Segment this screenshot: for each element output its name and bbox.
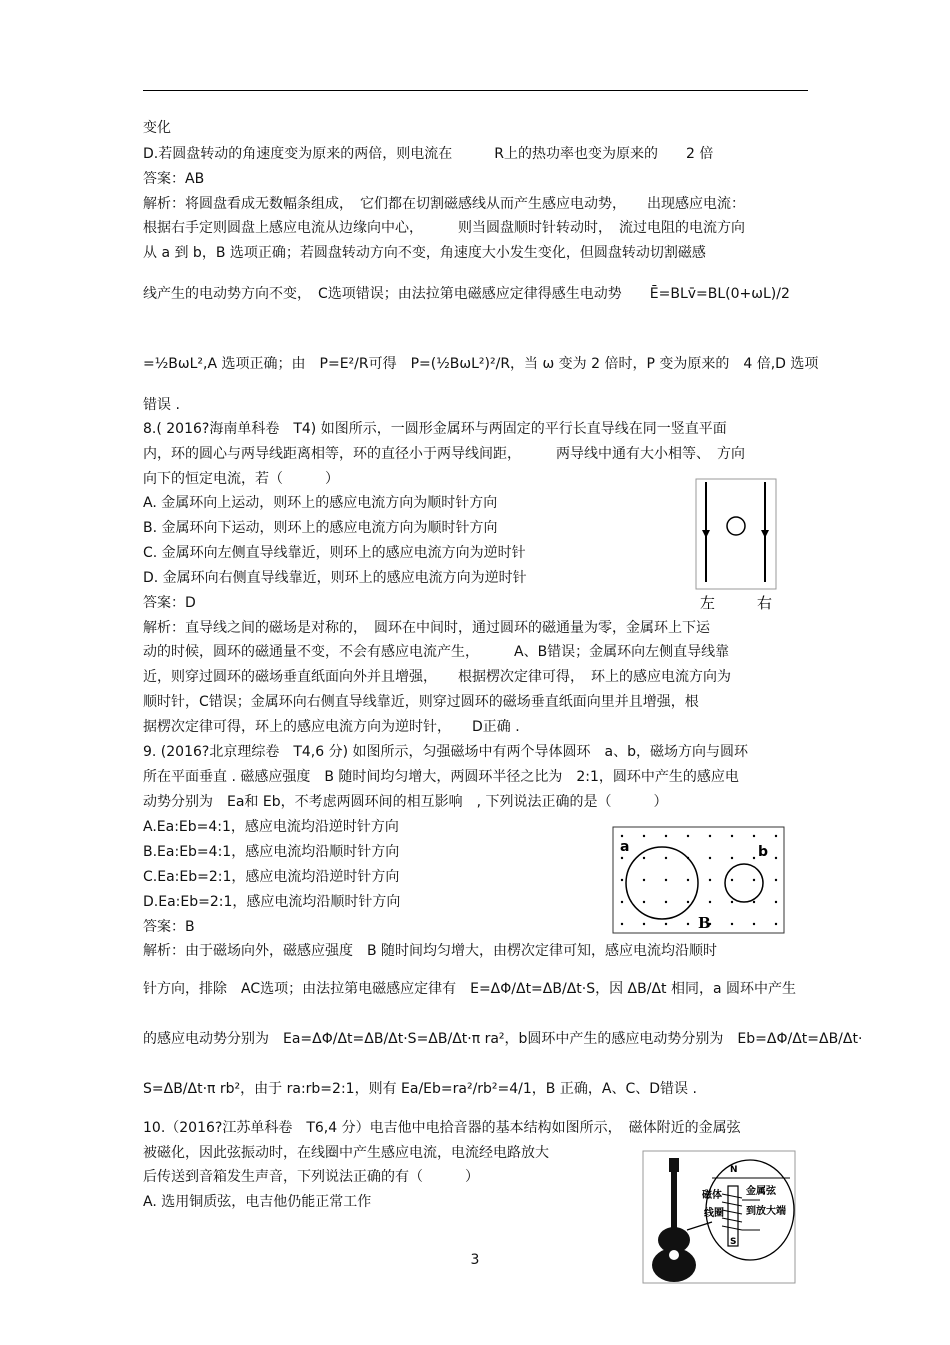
question-10-stem: 10.（2016?江苏单科卷 T6,4 分）电吉他中电拾音器的基本结构如图所示， 磁体附近的金属弦: [143, 1120, 741, 1136]
option-a: A.Ea:Eb=4:1，感应电流均沿逆时针方向: [143, 819, 399, 835]
text-line: D.若圆盘转动的角速度变为原来的两倍，则电流在 R上的热功率也变为原来的 2 倍: [143, 146, 714, 162]
text-line: 解析：直导线之间的磁场是对称的， 圆环在中间时，通过圆环的磁通量为零，金属环上下运: [143, 620, 710, 636]
text-line: 后传送到音箱发生声音，下列说法正确的有（ ）: [143, 1169, 479, 1185]
left-label: 左: [700, 594, 716, 612]
formula-line: S=ΔB/Δt·π rb²，由于 ra:rb=2:1，则有 Ea/Eb=ra²/rb²=4/1，B 正确，A、C、D错误 .: [143, 1081, 697, 1097]
answer-line: 答案：B: [143, 919, 195, 935]
field-dot: [731, 835, 733, 837]
text-line: 内，环的圆心与两导线距离相等，环的直径小于两导线间距， 两导线中通有大小相等、 方向: [143, 446, 745, 462]
field-dot: [687, 879, 689, 881]
field-dot: [753, 879, 755, 881]
field-dot: [775, 835, 777, 837]
field-dot: [621, 923, 623, 925]
field-dot: [665, 835, 667, 837]
field-dot: [753, 857, 755, 859]
field-dot: [621, 857, 623, 859]
option-b: B. 金属环向下运动，则环上的感应电流方向为顺时针方向: [143, 520, 498, 536]
header-rule: [143, 90, 808, 91]
question-8-stem: 8.( 2016?海南单科卷 T4) 如图所示，一圆形金属环与两固定的平行长直导线在同一竖直平面: [143, 421, 727, 437]
text-line: 所在平面垂直 . 磁感应强度 B 随时间均匀增大，两圆环半径之比为 2:1，圆环中产生的感应电: [143, 769, 739, 785]
ring-a-label: a: [620, 839, 630, 855]
field-dot: [643, 923, 645, 925]
option-a: A. 金属环向上运动，则环上的感应电流方向为顺时针方向: [143, 495, 498, 511]
answer-line: 答案：D: [143, 595, 196, 611]
field-dot: [731, 923, 733, 925]
field-dot: [753, 835, 755, 837]
field-dot: [621, 879, 623, 881]
text-line: 向下的恒定电流，若（ ）: [143, 471, 339, 487]
field-dot: [709, 901, 711, 903]
field-dot: [643, 901, 645, 903]
field-dot: [731, 857, 733, 859]
north-label: N: [730, 1165, 738, 1175]
option-d: D. 金属环向右侧直导线靠近，则环上的感应电流方向为逆时针: [143, 570, 527, 586]
field-dot: [665, 879, 667, 881]
page-number: 3: [470, 1252, 480, 1268]
field-dot: [643, 879, 645, 881]
field-dot: [665, 857, 667, 859]
field-dot: [775, 857, 777, 859]
field-dot: [709, 857, 711, 859]
field-dot: [775, 879, 777, 881]
string-label: 金属弦: [746, 1186, 776, 1197]
field-dot: [687, 923, 689, 925]
amp-label: 到放大端: [746, 1206, 786, 1217]
question-9-stem: 9. (2016?北京理综卷 T4,6 分) 如图所示，匀强磁场中有两个导体圆环 a、b，磁场方向与圆环: [143, 744, 748, 760]
field-dot: [731, 879, 733, 881]
coil-label: 线圈: [704, 1208, 724, 1219]
text-line: 答案：AB: [143, 171, 205, 187]
text-line: 被磁化，因此弦振动时，在线圈中产生感应电流，电流经电路放大: [143, 1145, 549, 1161]
magnet-label: 磁体: [702, 1190, 722, 1201]
field-B-label: B: [698, 914, 711, 932]
field-dot: [775, 901, 777, 903]
formula-line: =½BωL²,A 选项正确；由 P=E²/R可得 P=(½BωL²)²/R，当 ω 变为 2 倍时，P 变为原来的 4 倍,D 选项: [143, 356, 819, 372]
text-line: 从 a 到 b，B 选项正确；若圆盘转动方向不变，角速度大小发生变化，但圆盘转动切割磁感: [143, 245, 706, 261]
text-line: 顺时针，C错误；金属环向右侧直导线靠近，则穿过圆环的磁场垂直纸面向里并且增强，根: [143, 694, 699, 710]
field-dot: [775, 923, 777, 925]
formula-line: 的感应电动势分别为 Ea=ΔΦ/Δt=ΔB/Δt·S=ΔB/Δt·π ra²，b圆环中产生的感应电动势分别为 Eb=ΔΦ/Δt=ΔB/Δt·: [143, 1031, 863, 1047]
field-dot: [621, 835, 623, 837]
text-line: 动势分别为 Ea和 Eb，不考虑两圆环间的相互影响 , 下列说法正确的是（ ）: [143, 794, 668, 810]
field-dot: [687, 901, 689, 903]
text-line: 解析：将圆盘看成无数幅条组成， 它们都在切割磁感线从而产生感应电动势， 出现感应电流：: [143, 196, 745, 212]
text-line: 动的时候，圆环的磁通量不变，不会有感应电流产生， A、B错误；金属环向左侧直导线靠: [143, 644, 730, 660]
right-label: 右: [757, 594, 773, 612]
option-a: A. 选用铜质弦，电吉他仍能正常工作: [143, 1194, 372, 1210]
field-dot: [621, 901, 623, 903]
option-d: D.Ea:Eb=2:1，感应电流均沿顺时针方向: [143, 894, 401, 910]
field-dot: [687, 835, 689, 837]
field-dots: [621, 835, 777, 925]
text-line: 近，则穿过圆环的磁场垂直纸面向外并且增强， 根据楞次定律可得， 环上的感应电流方向为: [143, 669, 731, 685]
text-line: 根据右手定则圆盘上感应电流从边缘向中心， 则当圆盘顺时针转动时， 流过电阻的电流方向: [143, 220, 745, 236]
field-dot: [643, 835, 645, 837]
text-line: 据楞次定律可得，环上的感应电流方向为逆时针， D正确 .: [143, 719, 520, 735]
ring-b-label: b: [758, 844, 769, 860]
field-dot: [731, 901, 733, 903]
option-c: C. 金属环向左侧直导线靠近，则环上的感应电流方向为逆时针: [143, 545, 526, 561]
south-label: S: [730, 1237, 737, 1247]
option-b: B.Ea:Eb=4:1，感应电流均沿顺时针方向: [143, 844, 400, 860]
field-dot: [753, 923, 755, 925]
field-dot: [709, 835, 711, 837]
text-line: 解析：由于磁场向外，磁感应强度 B 随时间均匀增大，由楞次定律可知，感应电流均沿顺时: [143, 943, 718, 959]
text-line: 变化: [143, 120, 171, 136]
rings-in-field-figure: [612, 826, 786, 936]
formula-line: 线产生的电动势方向不变， C选项错误；由法拉第电磁感应定律得感生电动势 Ē=BLv̄=BL(0+ωL)/2: [143, 286, 790, 302]
option-c: C.Ea:Eb=2:1，感应电流均沿逆时针方向: [143, 869, 400, 885]
field-dot: [665, 923, 667, 925]
formula-line: 针方向，排除 AC选项；由法拉第电磁感应定律有 E=ΔΦ/Δt=ΔB/Δt·S，因 ΔB/Δt 相同，a 圆环中产生: [143, 981, 796, 997]
field-dot: [643, 857, 645, 859]
field-dot: [665, 901, 667, 903]
field-dot: [709, 879, 711, 881]
text-line: 错误 .: [143, 397, 180, 413]
two-wires-ring-figure: [695, 478, 777, 613]
field-dot: [753, 901, 755, 903]
